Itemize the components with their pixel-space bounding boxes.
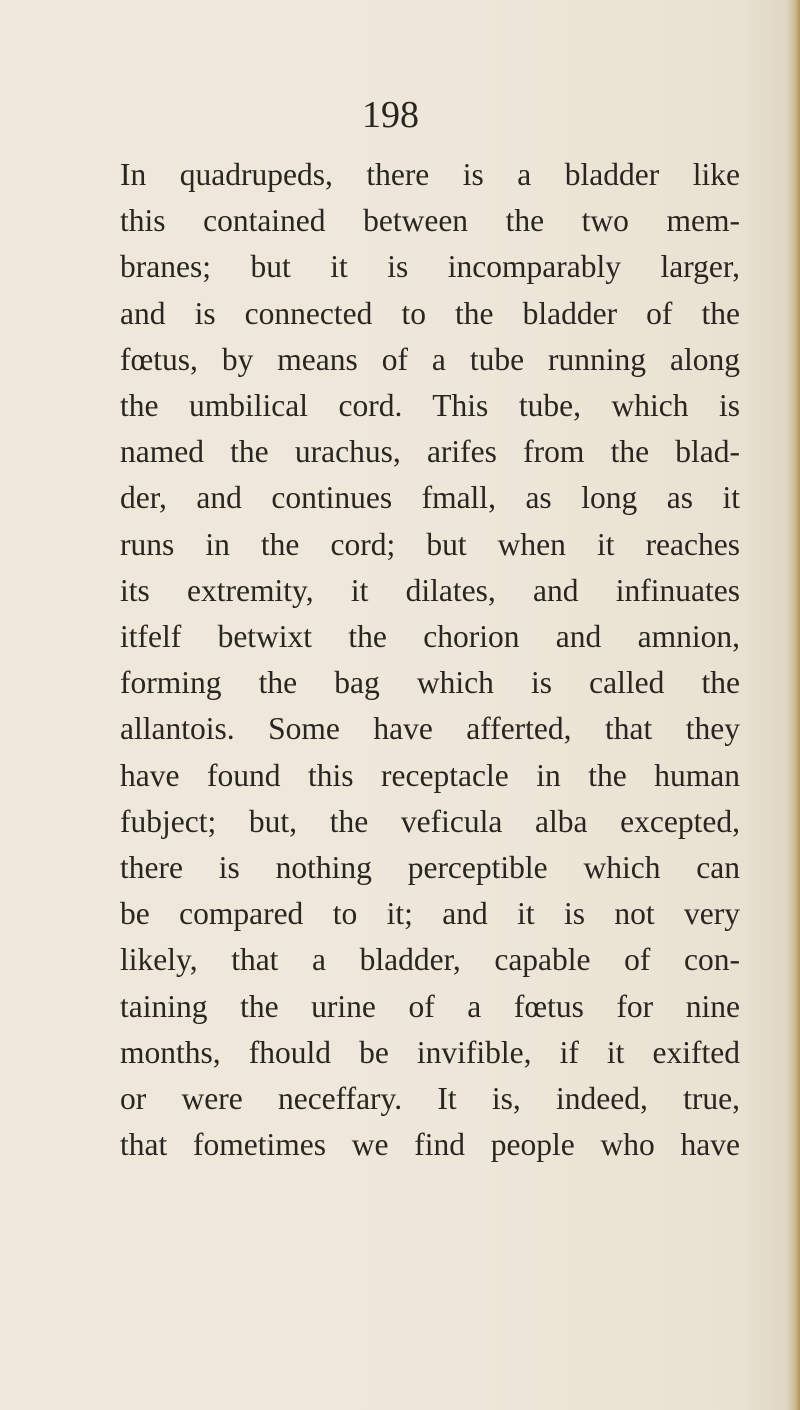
text-line: fœtus, by means of a tube running along	[120, 341, 740, 377]
text-line: runs in the cord; but when it reaches	[120, 526, 740, 562]
text-line: forming the bag which is called the	[120, 665, 740, 701]
body-text	[120, 152, 740, 1168]
page-number: 198	[362, 94, 419, 136]
text-line: and is connected to the bladder of the	[120, 295, 740, 331]
text-line: be compared to it; and it is not very	[120, 896, 740, 932]
text-line: named the urachus, arifes from the blad-	[120, 434, 740, 470]
text-line: likely, that a bladder, capable of con-	[120, 942, 740, 978]
text-line: der, and continues fmall, as long as it	[120, 480, 740, 516]
text-line: this contained between the two mem-	[120, 203, 740, 239]
text-line: the umbilical cord. This tube, which is	[120, 388, 740, 424]
text-line: itfelf betwixt the chorion and amnion,	[120, 619, 740, 655]
text-line: In quadrupeds, there is a bladder like	[120, 157, 740, 192]
text-line: taining the urine of a fœtus for nine	[120, 988, 740, 1024]
text-line: months, fhould be invifible, if it exifted	[120, 1034, 740, 1070]
page-edge-shadow	[786, 0, 800, 1410]
text-line: allantois. Some have afferted, that they	[120, 711, 740, 747]
text-line: have found this receptacle in the human	[120, 757, 740, 793]
text-line: that fometimes we find people who have	[120, 1127, 740, 1163]
text-line: there is nothing perceptible which can	[120, 850, 740, 886]
text-line: branes; but it is incomparably larger,	[120, 249, 740, 285]
text-line: or were neceffary. It is, indeed, true,	[120, 1081, 740, 1117]
text-line: fubject; but, the veficula alba excepted,	[120, 803, 740, 839]
text-line: its extremity, it dilates, and infinuates	[120, 572, 740, 608]
